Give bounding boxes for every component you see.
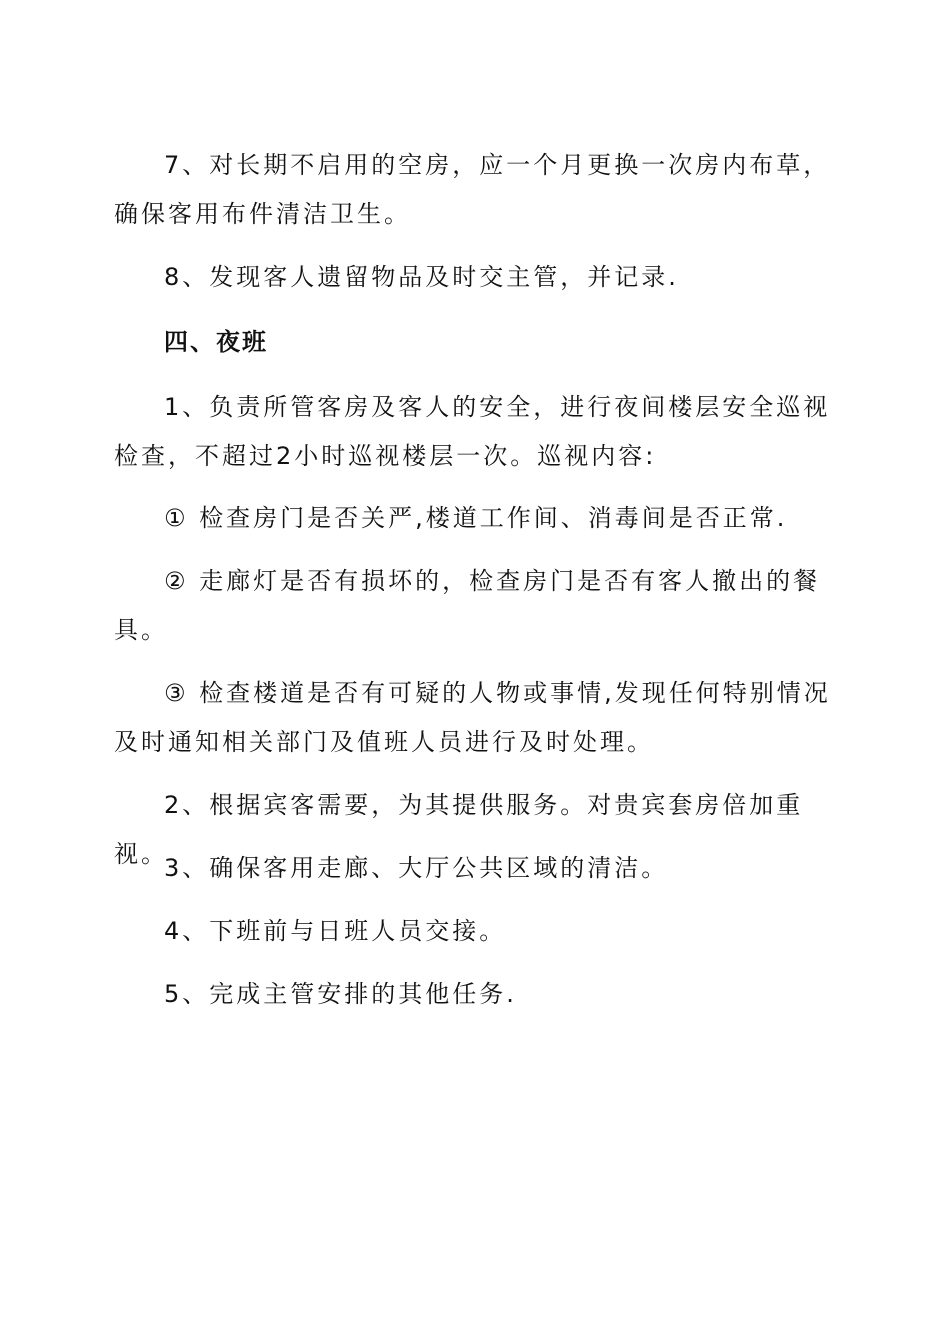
paragraph-item-8: 8、发现客人遗留物品及时交主管，并记录. bbox=[164, 263, 679, 291]
paragraph-item-1: 1、负责所管客房及客人的安全，进行夜间楼层安全巡视检查，不超过2小时巡视楼层一次。巡视内容: bbox=[114, 393, 831, 470]
section-heading-night-shift: 四、夜班 bbox=[164, 328, 268, 356]
check-item-3: ③ 检查楼道是否有可疑的人物或事情,发现任何特别情况及时通知相关部门及值班人员进行及时处理。 bbox=[114, 679, 831, 756]
check-item-2: ② 走廊灯是否有损坏的，检查房门是否有客人撤出的餐具。 bbox=[114, 567, 821, 644]
paragraph-item-5: 5、完成主管安排的其他任务. bbox=[164, 980, 517, 1008]
check-item-1: ① 检查房门是否关严,楼道工作间、消毒间是否正常. bbox=[164, 504, 788, 532]
paragraph-item-3: 3、确保客用走廊、大厅公共区域的清洁。 bbox=[164, 854, 669, 882]
paragraph-item-2: 2、根据宾客需要，为其提供服务。对贵宾套房倍加重视。 bbox=[114, 791, 804, 868]
paragraph-item-7: 7、对长期不启用的空房，应一个月更换一次房内布草，确保客用布件清洁卫生。 bbox=[114, 151, 831, 228]
paragraph-item-4: 4、下班前与日班人员交接。 bbox=[164, 917, 507, 945]
